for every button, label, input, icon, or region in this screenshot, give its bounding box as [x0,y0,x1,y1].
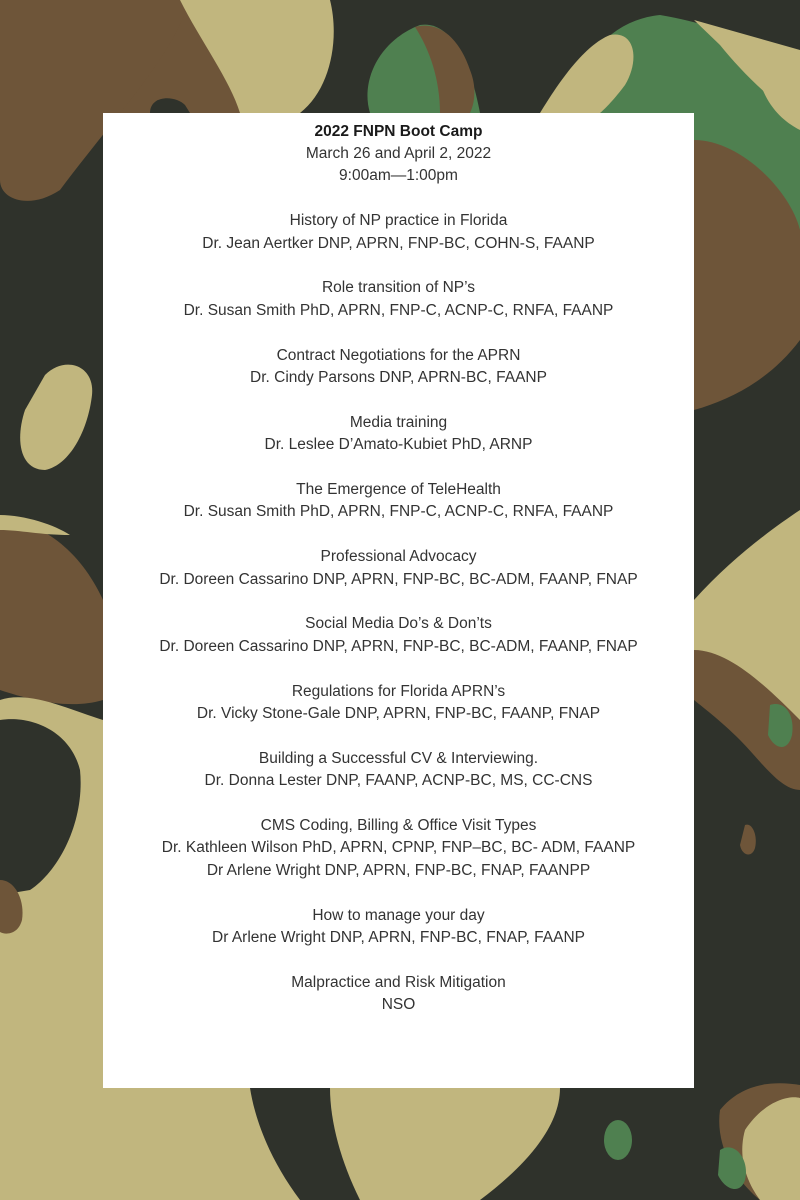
schedule-card [103,113,694,1088]
session-spacer [103,389,694,411]
session-topic: Social Media Do’s & Don’ts [305,615,492,633]
session-topic: Media training [349,413,448,431]
session-spacer [103,949,694,971]
session-speaker: Dr. Leslee D’Amato-Kubiet PhD, ARNP [264,436,533,454]
session-speaker: Dr. Doreen Cassarino DNP, APRN, FNP-BC, BC-ADM, FAANP, FNAP [159,637,638,655]
session-speaker: Dr. Doreen Cassarino DNP, APRN, FNP-BC, BC-ADM, FAANP, FNAP [159,570,638,588]
session-block [103,681,694,726]
session-speaker: Dr. Cindy Parsons DNP, APRN-BC, FAANP [250,369,547,387]
session-speaker: NSO [381,996,416,1014]
session-speaker: Dr. Kathleen Wilson PhD, APRN, CPNP, FNP–BC, BC- ADM, FAANP [161,839,636,857]
session-topic: How to manage your day [312,906,485,924]
session-spacer [103,658,694,680]
session-block [103,412,694,457]
session-speaker: Dr Arlene Wright DNP, APRN, FNP-BC, FNAP, FAANP [212,929,585,947]
session-block [103,748,694,793]
session-speaker: Dr. Susan Smith PhD, APRN, FNP-C, ACNP-C, RNFA, FAANP [183,503,614,521]
camo-patch [604,1120,632,1160]
session-topic: Malpractice and Risk Mitigation [291,973,506,991]
session-block [103,277,694,322]
session-speaker: Dr. Donna Lester DNP, FAANP, ACNP-BC, MS, CC-CNS [204,772,593,790]
session-speaker: Dr. Susan Smith PhD, APRN, FNP-C, ACNP-C, RNFA, FAANP [183,301,614,319]
session-spacer [103,882,694,904]
session-spacer [103,322,694,344]
session-block [103,479,694,524]
session-spacer [103,591,694,613]
session-speaker: Dr Arlene Wright DNP, APRN, FNP-BC, FNAP, FAANPP [206,861,591,879]
session-topic: The Emergence of TeleHealth [296,481,501,499]
session-spacer [103,524,694,546]
session-block [103,613,694,658]
session-topic: Regulations for Florida APRN’s [291,682,506,700]
session-topic: Building a Successful CV & Interviewing. [258,749,539,767]
session-spacer [103,725,694,747]
session-block [103,972,694,1017]
session-topic: Professional Advocacy [320,548,477,566]
session-spacer [103,255,694,277]
session-block [103,546,694,591]
session-block [103,210,694,255]
session-speaker: Dr. Vicky Stone-Gale DNP, APRN, FNP-BC, FAANP, FNAP [196,705,601,723]
session-spacer [103,793,694,815]
session-block [103,815,694,882]
session-topic: Role transition of NP’s [321,279,476,297]
session-block [103,905,694,950]
event-time: 9:00am—1:00pm [339,167,458,185]
session-speaker: Dr. Jean Aertker DNP, APRN, FNP-BC, COHN-S, FAANP [202,234,595,252]
session-topic: Contract Negotiations for the APRN [276,346,521,364]
session-spacer [103,188,694,210]
session-topic: CMS Coding, Billing & Office Visit Types [260,817,537,835]
session-block [103,345,694,390]
event-dates: March 26 and April 2, 2022 [305,145,492,162]
session-list [103,188,694,1017]
session-spacer [103,457,694,479]
event-title: 2022 FNPN Boot Camp [314,123,483,140]
session-topic: History of NP practice in Florida [289,212,508,230]
